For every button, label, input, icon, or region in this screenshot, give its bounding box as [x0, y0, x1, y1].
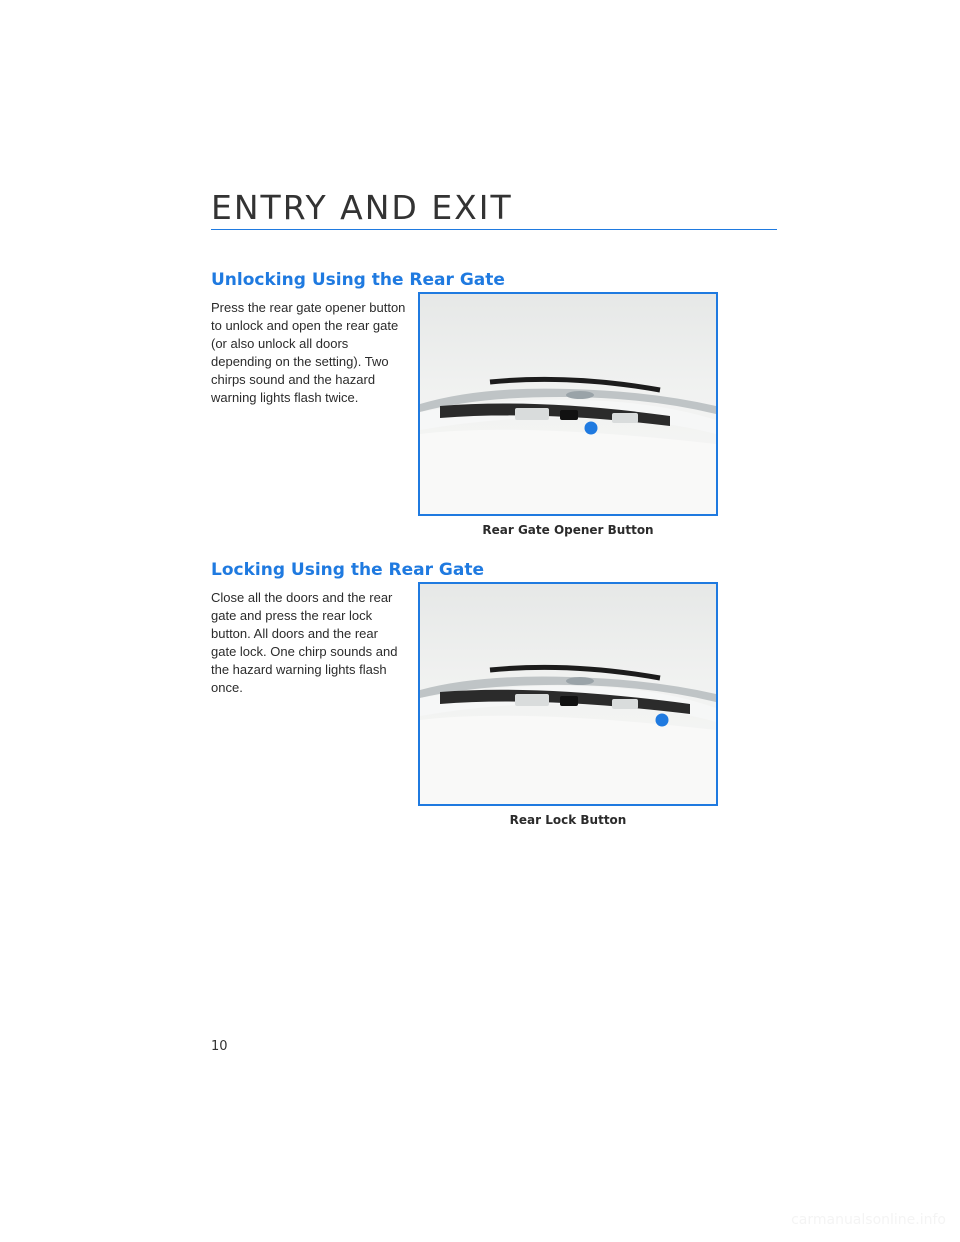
rear-gate-opener-photo: [418, 292, 718, 516]
rear-lock-caption: Rear Lock Button: [509, 813, 627, 827]
body-line: (or also unlock all doors: [211, 336, 349, 351]
body-line: button. All doors and the rear: [211, 626, 378, 641]
marker-dot: [585, 422, 598, 435]
body-line: warning lights flash twice.: [211, 390, 359, 405]
page-number: 10: [211, 1039, 228, 1054]
unlocking-heading: Unlocking Using the Rear Gate: [211, 270, 505, 290]
body-line: gate and press the rear lock: [211, 608, 373, 623]
body-line: Close all the doors and the rear: [211, 590, 393, 605]
body-line: Press the rear gate opener button: [211, 300, 406, 315]
rear-gate-illustration: [420, 294, 716, 514]
body-line: to unlock and open the rear gate: [211, 318, 399, 333]
rear-gate-opener-caption: Rear Gate Opener Button: [482, 523, 654, 537]
rear-lock-illustration: [420, 584, 716, 804]
body-line: depending on the setting). Two: [211, 354, 389, 369]
locking-body: [211, 589, 409, 697]
rear-lock-photo: [418, 582, 718, 806]
body-line: once.: [211, 680, 243, 695]
locking-heading: Locking Using the Rear Gate: [211, 560, 485, 580]
unlocking-body: [211, 299, 409, 407]
watermark-text: carmanualsonline.info: [791, 1212, 946, 1228]
body-line: chirps sound and the hazard: [211, 372, 376, 387]
body-line: gate lock. One chirp sounds and: [211, 644, 398, 659]
body-line: the hazard warning lights flash: [211, 662, 387, 677]
header-divider: [211, 229, 777, 230]
marker-dot: [656, 714, 669, 727]
section-title: ENTRY AND EXIT: [211, 188, 513, 227]
